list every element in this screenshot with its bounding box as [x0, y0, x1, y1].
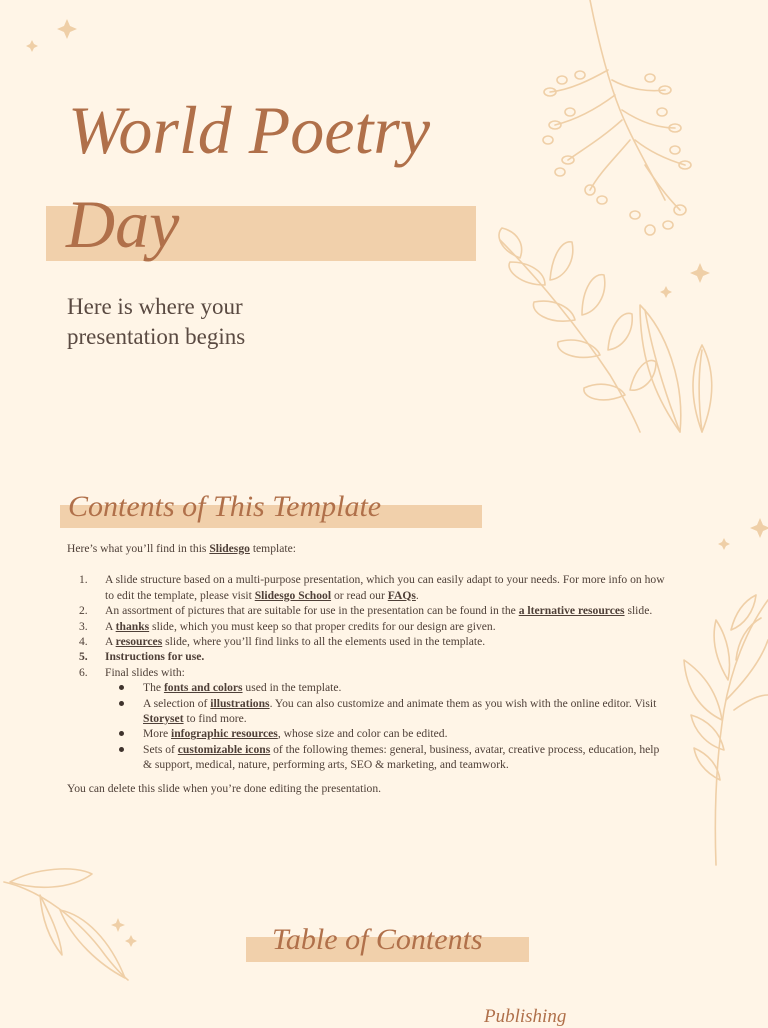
contents-footer-note: You can delete this slide when you’re done editing the presentation. [67, 781, 382, 795]
list-item: 1. A slide structure based on a multi-purpose presentation, which you can easily adapt to your needs. For more info on how to edit the template, please visit Slidesgo School or read our FAQs. [79, 573, 665, 602]
contents-heading: Contents of This Template [68, 490, 382, 523]
page-title-line-2: Day [66, 186, 180, 262]
slidesgo-link[interactable]: Slidesgo [209, 542, 250, 555]
resources-link[interactable]: resources [115, 635, 163, 649]
sublist-item: More infographic resources, whose size and color can be edited. [105, 726, 667, 741]
botanical-illustration-right [676, 510, 768, 870]
sublist-item: A selection of illustrations. You can also customize and animate them as you wish with the online editor. Visit Storyset to find more. [105, 696, 667, 727]
fonts-and-colors-link[interactable]: fonts and colors [163, 681, 243, 695]
thanks-link[interactable]: thanks [115, 619, 150, 633]
bullet-icon [119, 701, 124, 706]
botanical-illustration-top-right [490, 0, 768, 440]
contents-body [67, 541, 667, 796]
bullet-icon [119, 685, 124, 690]
faqs-link[interactable]: FAQs [387, 588, 416, 602]
sublist-item: Sets of customizable icons of the following themes: general, business, avatar, creative process, education, help & support, medical, nature, performing arts, SEO & marketing, and teamwork. [105, 742, 667, 773]
list-item: 2. An assortment of pictures that are suitable for use in the presentation can be found in the a lternative resources slide. [79, 604, 653, 618]
storyset-link[interactable]: Storyset [143, 712, 184, 726]
list-item: 5. Instructions for use. [79, 650, 205, 664]
alternative-resources-link[interactable]: a lternative resources [518, 604, 625, 618]
page-subtitle: Here is where your presentation begins [67, 294, 246, 349]
toc-entry-publishing: Publishing [484, 1006, 567, 1027]
infographic-resources-link[interactable]: infographic resources [171, 727, 278, 741]
final-slides-sublist [105, 680, 667, 772]
bullet-icon [119, 731, 124, 736]
contents-list [67, 572, 667, 772]
page-title-line-1: World Poetry [68, 92, 431, 168]
list-item: 6. Final slides with: The fonts and colors used in the template. A selection of illustrations. You can also customize and animate them as you wish with the online editor. Visit Storyset to find more. More infographic resources, whose size and color can be edited. Sets of customizable icons of the following themes: general, business, avatar, creative process, education, help & support, medical, nature, performing arts, SEO & marketing, and teamwork. [67, 665, 667, 773]
bullet-icon [119, 747, 124, 752]
illustrations-link[interactable]: illustrations [210, 696, 270, 710]
sparkle-icons-top-left [20, 14, 90, 60]
toc-heading: Table of Contents [272, 923, 483, 956]
list-item: 3. A thanks slide, which you must keep so that proper credits for our design are given. [79, 619, 496, 633]
botanical-illustration-bottom-left [0, 860, 150, 990]
customizable-icons-link[interactable]: customizable icons [177, 742, 271, 756]
contents-intro: Here’s what you’ll find in this Slidesgo template: [67, 542, 296, 555]
list-item: 4. A resources slide, where you’ll find links to all the elements used in the template. [79, 635, 486, 649]
sublist-item: The fonts and colors used in the template. [105, 680, 667, 695]
slidesgo-school-link[interactable]: Slidesgo School [254, 588, 332, 602]
